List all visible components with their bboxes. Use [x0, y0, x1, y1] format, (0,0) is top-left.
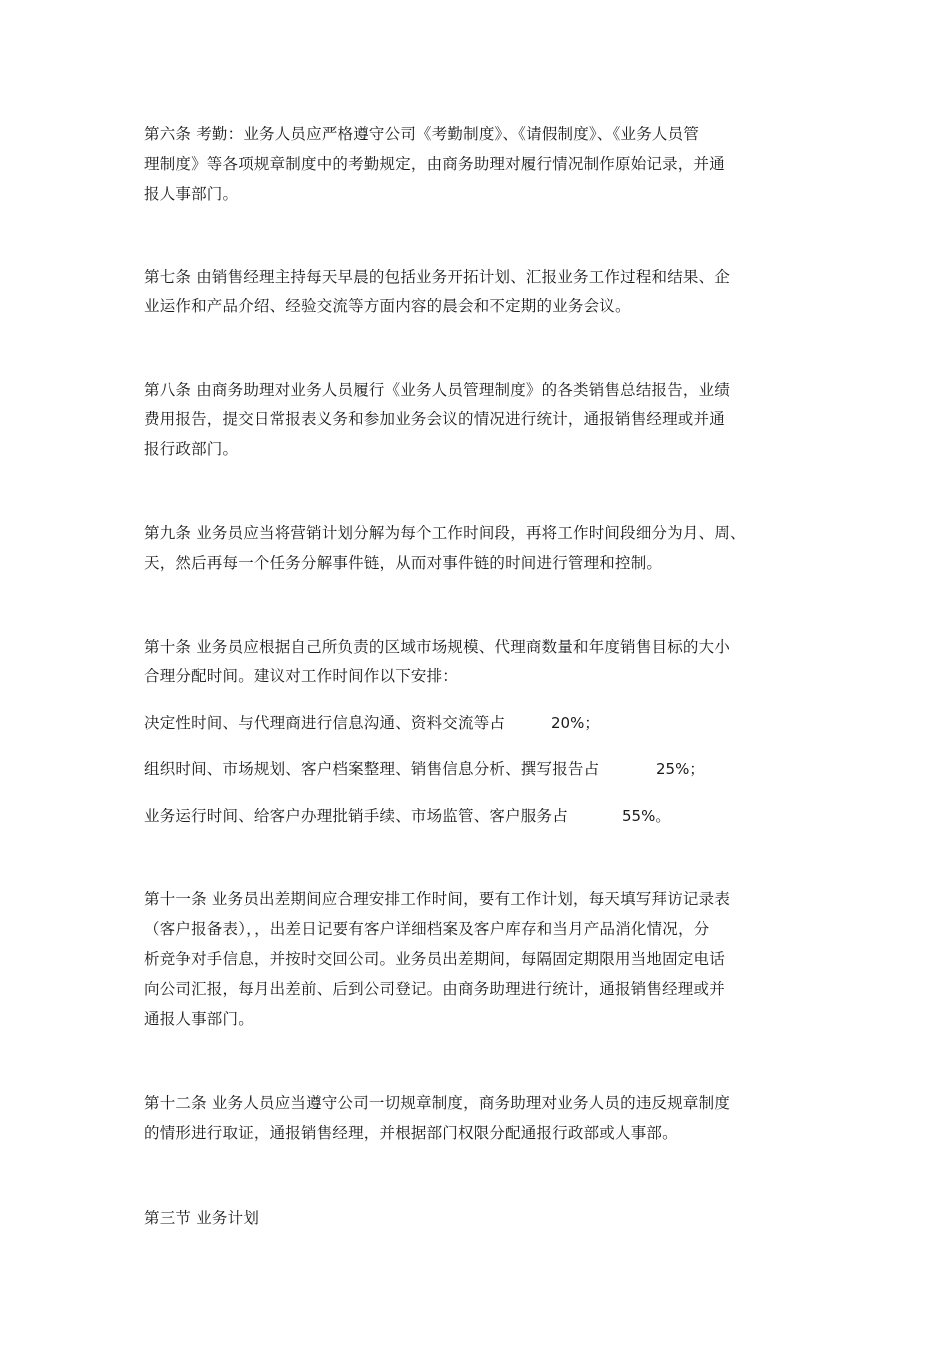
article-8-line-2: 费用报告，提交日常报表义务和参加业务会议的情况进行统计，通报销售经理或并通: [144, 410, 725, 428]
article-6-line-2: 理制度》等各项规章制度中的考勤规定，由商务助理对履行情况制作原始记录，并通: [144, 155, 725, 173]
article-7-line-2: 业运作和产品介绍、经验交流等方面内容的晨会和不定期的业务会议。: [144, 297, 631, 315]
time-allocation-percent: 25%；: [656, 760, 705, 778]
time-allocation-percent: 20%；: [551, 714, 600, 732]
time-allocation-item: 业务运行时间、给客户办理批销手续、市场监管、客户服务占: [144, 807, 568, 825]
article-12-line-2: 的情形进行取证，通报销售经理，并根据部门权限分配通报行政部或人事部。: [144, 1124, 678, 1142]
time-allocation-percent: 55%。: [622, 807, 671, 825]
section-heading: 第三节 业务计划: [144, 1209, 260, 1227]
article-9-line-1: 第九条 业务员应当将营销计划分解为每个工作时间段，再将工作时间段细分为月、周、: [144, 524, 746, 542]
article-10-line-1: 第十条 业务员应根据自己所负责的区域市场规模、代理商数量和年度销售目标的大小: [144, 638, 731, 656]
article-6-line-1: 第六条 考勤：业务人员应严格遵守公司《考勤制度》、《请假制度》、《业务人员管: [144, 125, 700, 143]
article-9-line-2: 天，然后再每一个任务分解事件链，从而对事件链的时间进行管理和控制。: [144, 554, 663, 572]
time-allocation-item: 组织时间、市场规划、客户档案整理、销售信息分析、撰写报告占: [144, 760, 600, 778]
article-11-line-3: 析竞争对手信息，并按时交回公司。业务员出差期间，每隔固定期限用当地固定电话: [144, 950, 725, 968]
article-7-line-1: 第七条 由销售经理主持每天早晨的包括业务开拓计划、汇报业务工作过程和结果、企: [144, 268, 731, 286]
article-8-line-1: 第八条 由商务助理对业务人员履行《业务人员管理制度》的各类销售总结报告，业绩: [144, 381, 731, 399]
time-allocation-item: 决定性时间、与代理商进行信息沟通、资料交流等占: [144, 714, 506, 732]
article-10-line-2: 合理分配时间。建议对工作时间作以下安排：: [144, 667, 459, 685]
article-11-line-1: 第十一条 业务员出差期间应合理安排工作时间，要有工作计划，每天填写拜访记录表: [144, 890, 731, 908]
article-11-line-5: 通报人事部门。: [144, 1010, 254, 1028]
article-12-line-1: 第十二条 业务人员应当遵守公司一切规章制度，商务助理对业务人员的违反规章制度: [144, 1094, 731, 1112]
article-11-line-4: 向公司汇报，每月出差前、后到公司登记。由商务助理进行统计，通报销售经理或并: [144, 980, 725, 998]
article-6-line-3: 报人事部门。: [144, 185, 239, 203]
article-8-line-3: 报行政部门。: [144, 440, 239, 458]
article-11-line-2: （客户报备表），，出差日记要有客户详细档案及客户库存和当月产品消化情况，分: [144, 920, 710, 938]
